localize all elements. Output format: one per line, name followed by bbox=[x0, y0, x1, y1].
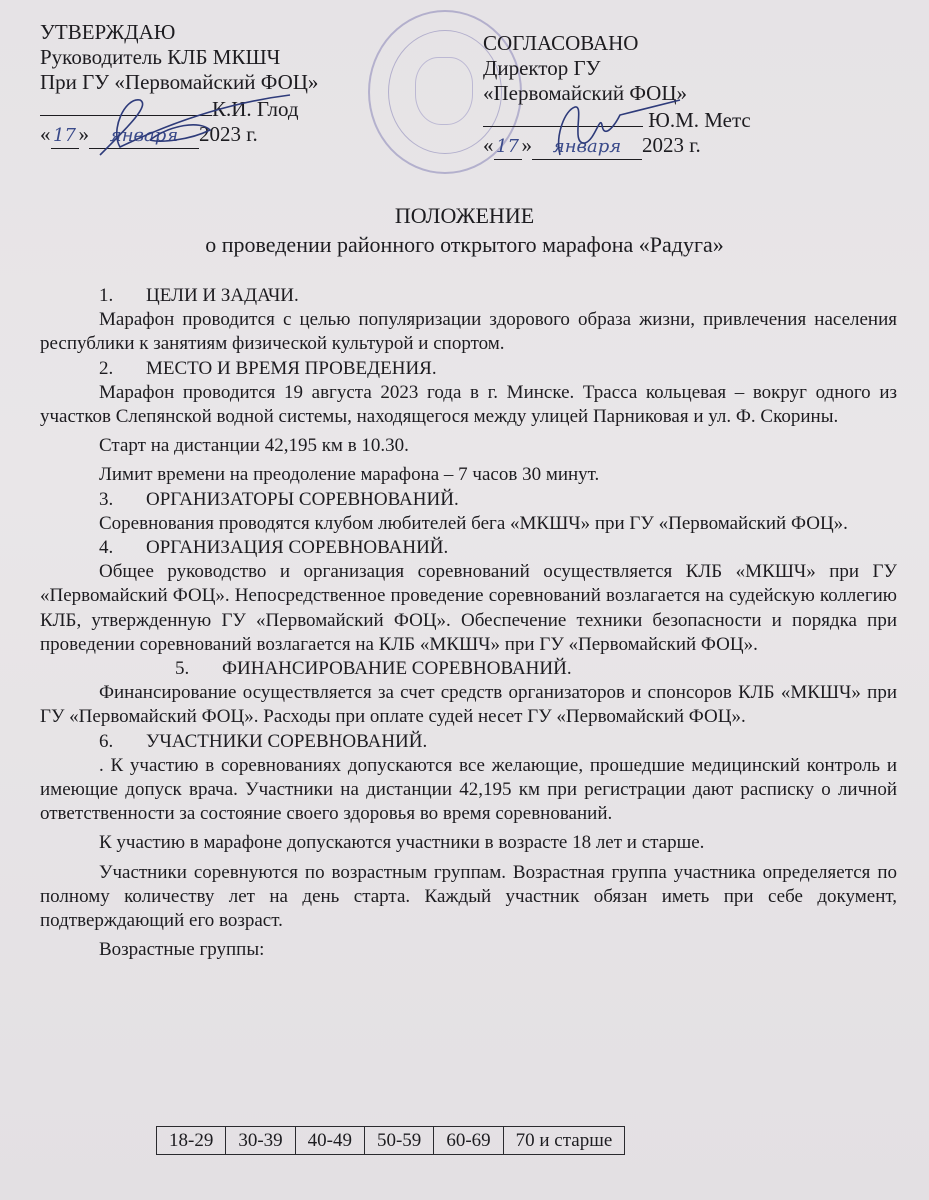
paragraph: К участию в марафоне допускаются участники в возрасте 18 лет и старше. bbox=[99, 832, 705, 854]
section-heading: 5. ФИНАНСИРОВАНИЕ СОРЕВНОВАНИЙ. bbox=[175, 658, 572, 680]
paragraph: Марафон проводится с целью популяризации здорового образа жизни, привлечения населения республики к занятиям физической культурой и спортом. bbox=[40, 309, 897, 355]
paragraph: . К участию в соревнованиях допускаются все желающие, прошедшие медицинский контроль и имеющие допуск врача. Участники на дистанции 42,195 км при регистрации дают расписку о личной ответственности за состояние своего здоровья во время соревнований. bbox=[40, 754, 897, 825]
signature-stroke bbox=[100, 95, 290, 155]
section-heading: 3. ОРГАНИЗАТОРЫ СОРЕВНОВАНИЙ. bbox=[99, 488, 459, 510]
approve-signatory: К.И. Глод bbox=[212, 97, 299, 121]
agree-date: « 17 » января 2023 г. bbox=[483, 133, 751, 160]
agree-signature bbox=[530, 95, 690, 165]
section-heading: 2. МЕСТО И ВРЕМЯ ПРОВЕДЕНИЯ. bbox=[99, 357, 437, 379]
approve-date: « 17 » января 2023 г. bbox=[40, 122, 318, 149]
paragraph: Марафон проводится 19 августа 2023 года в г. Минске. Трасса кольцевая – вокруг одного из участков Слепянской водной системы, находящегося между улицей Парниковая и ул. Ф. Скорины. bbox=[40, 381, 897, 428]
paragraph: Лимит времени на преодоление марафона – 7 часов 30 минут. bbox=[99, 464, 600, 486]
approve-heading: УТВЕРЖДАЮ bbox=[40, 20, 176, 44]
agree-signatory: Ю.М. Метс bbox=[648, 108, 751, 132]
age-group-cell: 70 и старше bbox=[503, 1127, 625, 1155]
document-subtitle: о проведении районного открытого марафона «Радуга» bbox=[205, 232, 724, 257]
paragraph-age-groups-label: Возрастные группы: bbox=[99, 939, 265, 961]
signature-stroke bbox=[559, 100, 680, 155]
paragraph: Общее руководство и организация соревнований осуществляется КЛБ «МКШЧ» при ГУ «Первомайский ФОЦ». Непосредственное проведение соревнований возлагается на судейскую коллегию КЛБ, утвержденную ГУ «Первомайский ФОЦ». Обеспечение техники безопасности и порядка при проведении соревнований возлагается на КЛБ «МКШЧ» при ГУ «Первомайский ФОЦ». bbox=[40, 561, 897, 655]
section-heading: 6. УЧАСТНИКИ СОРЕВНОВАНИЙ. bbox=[99, 730, 428, 752]
agree-day: 17 bbox=[494, 134, 522, 160]
paragraph: Участники соревнуются по возрастным группам. Возрастная группа участника определяется по полному количеству лет на день старта. Каждый участник обязан иметь при себе документ, подтверждающий его возраст. bbox=[40, 861, 897, 932]
agree-organization: «Первомайский ФОЦ» bbox=[483, 81, 687, 105]
table-row bbox=[157, 1127, 625, 1155]
approve-month: января bbox=[89, 123, 199, 149]
age-group-cell: 50-59 bbox=[364, 1127, 433, 1155]
age-groups-table bbox=[156, 1126, 625, 1155]
paragraph: Финансирование осуществляется за счет средств организаторов и спонсоров КЛБ «МКШЧ» при ГУ «Первомайский ФОЦ». Расходы при оплате судей несет ГУ «Первомайский ФОЦ». bbox=[40, 682, 897, 728]
approve-signature bbox=[90, 85, 310, 165]
document-title: ПОЛОЖЕНИЕ bbox=[394, 203, 535, 228]
section-heading: 4. ОРГАНИЗАЦИЯ СОРЕВНОВАНИЙ. bbox=[99, 537, 449, 559]
approve-position: Руководитель КЛБ МКШЧ bbox=[40, 45, 281, 69]
age-group-cell: 18-29 bbox=[157, 1127, 226, 1155]
approve-organization: При ГУ «Первомайский ФОЦ» bbox=[40, 70, 319, 94]
approve-year: 2023 г. bbox=[199, 122, 258, 146]
document-body bbox=[40, 284, 897, 962]
agree-position: Директор ГУ bbox=[483, 56, 601, 80]
age-group-cell: 40-49 bbox=[295, 1127, 364, 1155]
agree-heading: СОГЛАСОВАНО bbox=[483, 31, 639, 55]
paragraph: Старт на дистанции 42,195 км в 10.30. bbox=[99, 435, 409, 457]
paragraph: Соревнования проводятся клубом любителей бега «МКШЧ» при ГУ «Первомайский ФОЦ». bbox=[99, 512, 848, 534]
agree-month: января bbox=[532, 134, 642, 160]
age-group-cell: 60-69 bbox=[434, 1127, 503, 1155]
age-group-cell: 30-39 bbox=[226, 1127, 295, 1155]
approve-day: 17 bbox=[51, 123, 79, 149]
agree-year: 2023 г. bbox=[642, 133, 701, 157]
section-heading: 1. ЦЕЛИ И ЗАДАЧИ. bbox=[99, 285, 299, 306]
